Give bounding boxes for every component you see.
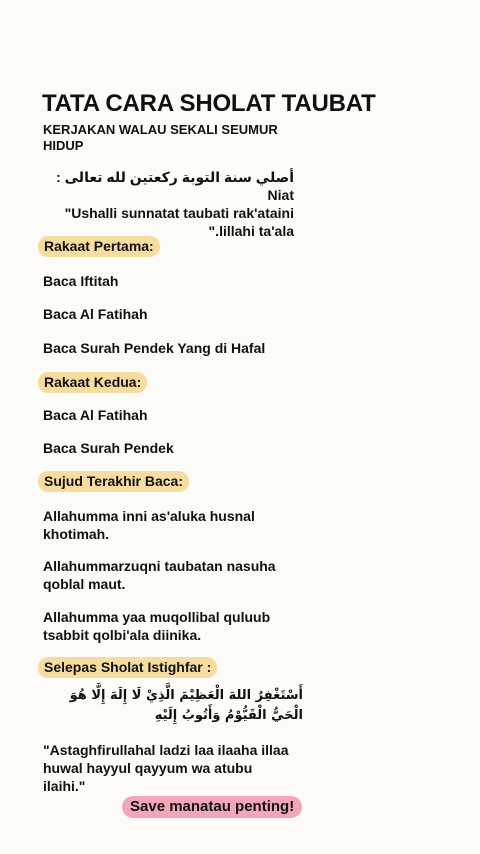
list-item: Allahumma yaa muqollibal quluub tsabbit qolbi'ala diinika. (43, 609, 271, 643)
niat-latin-line-2: ".lillahi ta'ala (208, 223, 294, 239)
heading-selepas-sholat: Selepas Sholat Istighfar : (38, 657, 217, 678)
list-item: Baca Surah Pendek Yang di Hafal (43, 340, 266, 356)
list-item: Allahummarzuqni taubatan nasuha qoblal maut. (43, 558, 276, 592)
list-item: Allahumma inni as'aluka husnal khotimah. (43, 508, 255, 542)
niat-arabic-line: أصلي سنة التوبة ركعتين لله تعالى : Niat (56, 169, 294, 203)
istighfar-latin: "Astaghfirullahal ladzi laa ilaaha illaa huwal hayyul qayyum wa atubu ilaihi." (43, 742, 289, 794)
list-item: Baca Surah Pendek (43, 440, 174, 456)
save-reminder-badge: Save manatau penting! (122, 796, 302, 818)
heading-rakaat-kedua: Rakaat Kedua: (38, 372, 147, 393)
heading-rakaat-pertama: Rakaat Pertama: (38, 236, 160, 257)
heading-sujud-terakhir: Sujud Terakhir Baca: (38, 471, 189, 492)
list-item: Baca Al Fatihah (43, 306, 148, 322)
niat-latin-line-1: "Ushalli sunnatat taubati rak'ataini (64, 205, 294, 221)
niat-block (34, 168, 294, 240)
list-item: Baca Al Fatihah (43, 407, 148, 423)
page-subtitle: KERJAKAN WALAU SEKALI SEUMUR HIDUP (43, 122, 278, 153)
istighfar-arabic: أَسْتَغْفِرُ اللهَ الْعَظِيْمَ الَّذِيْ لَا إِلَهَ إِلَّا هُوَ الْحَيُّ الْقَيُّوْمُ وَأَتُوبُ إِلَيْهِ (69, 688, 303, 723)
list-item: Baca Iftitah (43, 273, 119, 289)
page-title: TATA CARA SHOLAT TAUBAT (42, 90, 376, 117)
